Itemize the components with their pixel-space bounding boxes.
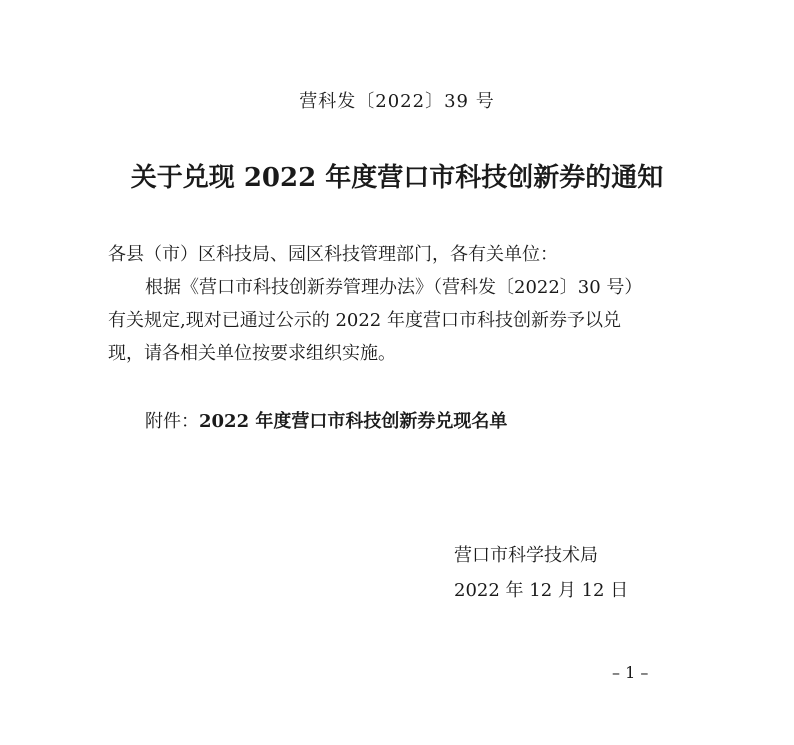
salutation: 各县（市）区科技局、园区科技管理部门，各有关单位：: [108, 244, 558, 265]
paragraph-line: 根据《营口市科技创新券管理办法》（营科发〔2022〕30 号）: [145, 277, 643, 298]
page-number: – 1 –: [612, 663, 649, 682]
attachment-title: 2022 年度营口市科技创新券兑现名单: [199, 411, 508, 432]
attachment-label: 附件：: [145, 411, 199, 432]
document-title: 关于兑现 2022 年度营口市科技创新券的通知: [130, 163, 664, 193]
issue-date: 2022 年 12 月 12 日: [454, 580, 629, 601]
attachment-line: [145, 405, 507, 438]
document-number: 营科发〔2022〕39 号: [299, 91, 495, 112]
issuer-name: 营口市科学技术局: [454, 545, 598, 566]
paragraph-line: 有关规定,现对已通过公示的 2022 年度营口市科技创新券予以兑: [108, 310, 621, 331]
paragraph-line: 现，请各相关单位按要求组织实施。: [108, 343, 396, 364]
